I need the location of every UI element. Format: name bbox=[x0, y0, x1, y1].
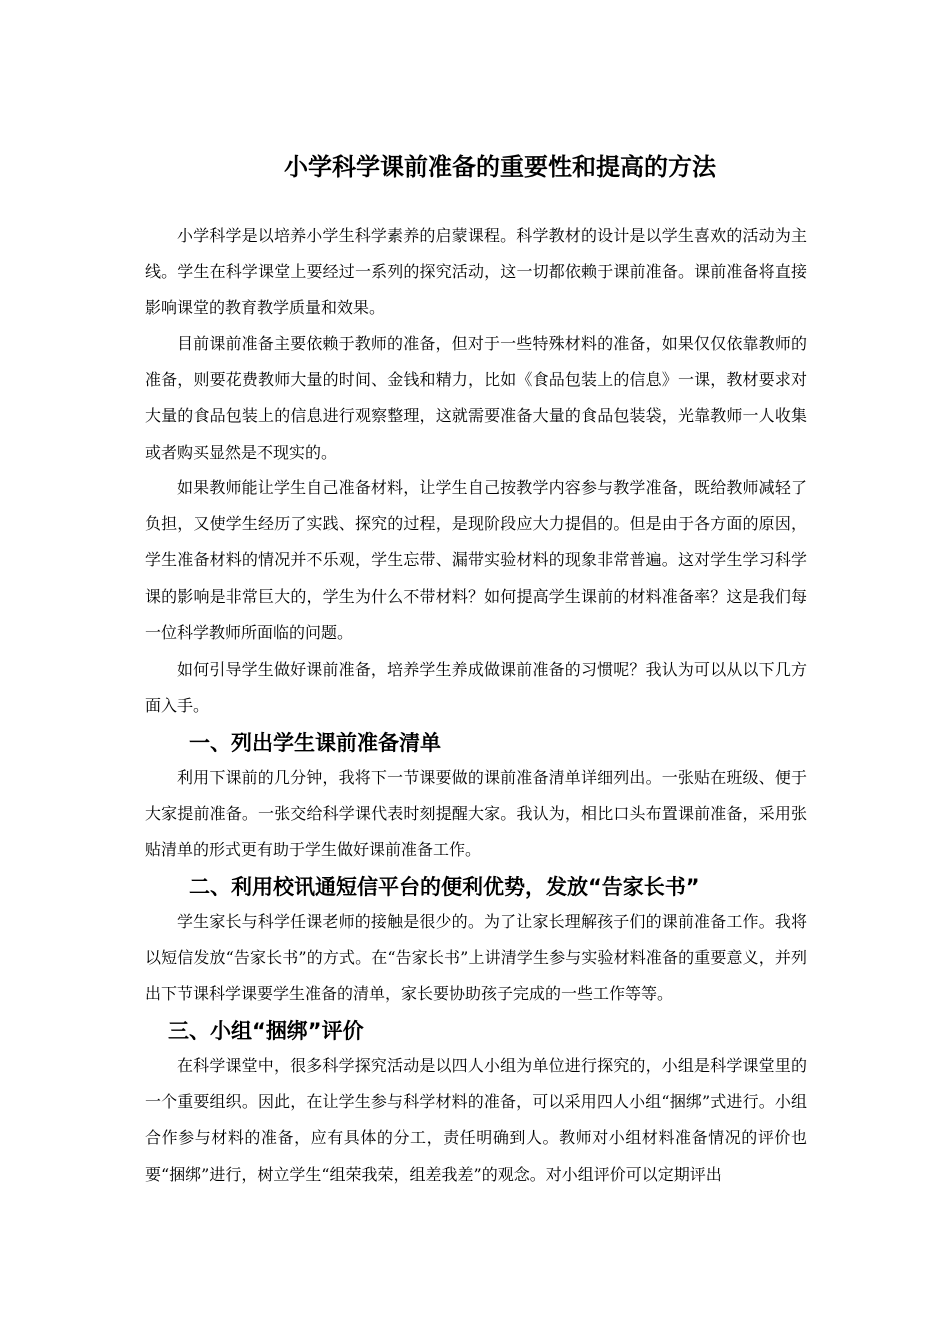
section-2-heading: 二、利用校讯通短信平台的便利优势，发放“告家长书” bbox=[189, 875, 700, 899]
document-title: 小学科学课前准备的重要性和提高的方法 bbox=[284, 153, 716, 182]
section-2-text: 学生家长与科学任课老师的接触是很少的。为了让家长理解孩子们的课前准备工作。我将以短信发放“告家长书”的方式。在“告家长书”上讲清学生参与实验材料准备的重要意义，并列出下节课科学课要学生准备的清单，家长要协助孩子完成的一些工作等等。 bbox=[145, 912, 807, 1004]
paragraph-methods-intro: 如何引导学生做好课前准备，培养学生养成做课前准备的习惯呢？我认为可以从以下几方面入手。 bbox=[145, 660, 807, 716]
paragraph-intro: 小学科学是以培养小学生科学素养的启蒙课程。科学教材的设计是以学生喜欢的活动为主线。学生在科学课堂上要经过一系列的探究活动，这一切都依赖于课前准备。课前准备将直接影响课堂的教育教学质量和效果。 bbox=[145, 226, 807, 318]
section-1-heading: 一、列出学生课前准备清单 bbox=[189, 731, 441, 755]
paragraph-current-situation: 目前课前准备主要依赖于教师的准备，但对于一些特殊材料的准备，如果仅仅依靠教师的准备，则要花费教师大量的时间、金钱和精力，比如《食品包装上的信息》一课，教材要求对大量的食品包装上的信息进行观察整理，这就需要准备大量的食品包装袋，光靠教师一人收集或者购买显然是不现实的。 bbox=[145, 334, 807, 462]
paragraph-student-preparation: 如果教师能让学生自己准备材料，让学生自己按教学内容参与教学准备，既给教师减轻了负担，又使学生经历了实践、探究的过程，是现阶段应大力提倡的。但是由于各方面的原因，学生准备材料的情况并不乐观，学生忘带、漏带实验材料的现象非常普遍。这对学生学习科学课的影响是非常巨大的，学生为什么不带材料？如何提高学生课前的材料准备率？这是我们每一位科学教师所面临的问题。 bbox=[145, 478, 807, 642]
section-3-heading: 三、小组“捆绑”评价 bbox=[168, 1019, 364, 1043]
section-1-text: 利用下课前的几分钟，我将下一节课要做的课前准备清单详细列出。一张贴在班级、便于大家提前准备。一张交给科学课代表时刻提醒大家。我认为，相比口头布置课前准备，采用张贴清单的形式更有助于学生做好课前准备工作。 bbox=[145, 768, 807, 860]
section-3-text: 在科学课堂中，很多科学探究活动是以四人小组为单位进行探究的，小组是科学课堂里的一个重要组织。因此，在让学生参与科学材料的准备，可以采用四人小组“捆绑”式进行。小组合作参与材料的准备，应有具体的分工，责任明确到人。教师对小组材料准备情况的评价也要“捆绑”进行，树立学生“组荣我荣，组差我差”的观念。对小组评价可以定期评出 bbox=[145, 1056, 807, 1184]
